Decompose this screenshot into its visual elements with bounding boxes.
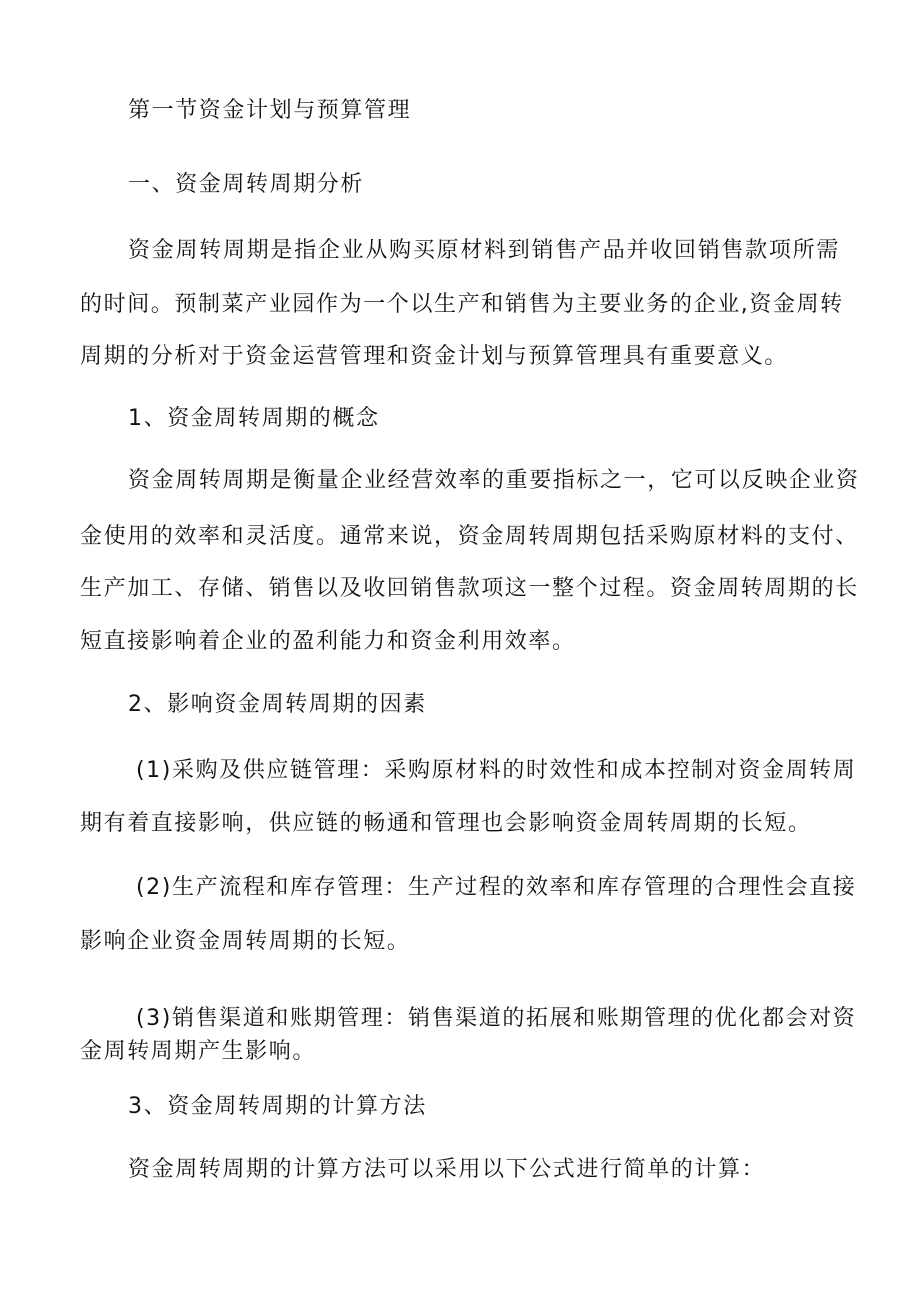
paragraph-line: 的时间。预制菜产业园作为一个以生产和销售为主要业务的企业,资金周转 bbox=[80, 292, 844, 317]
paragraph-line: 短直接影响着企业的盈利能力和资金利用效率。 bbox=[80, 629, 576, 654]
list-item-line: (2)生产流程和库存管理：生产过程的效率和库存管理的合理性会直接 bbox=[136, 875, 857, 900]
paragraph-line: 生产加工、存储、销售以及收回销售款项这一整个过程。资金周转周期的长 bbox=[80, 576, 859, 601]
paragraph-line: 资金周转周期是衡量企业经营效率的重要指标之一，它可以反映企业资 bbox=[128, 468, 860, 493]
list-item-line: (3)销售渠道和账期管理：销售渠道的拓展和账期管理的优化都会对资 bbox=[136, 1006, 857, 1031]
paragraph-line: 资金周转周期是指企业从购买原材料到销售产品并收回销售款项所需 bbox=[128, 238, 840, 263]
subheading-concept: 1、资金周转周期的概念 bbox=[128, 406, 380, 431]
heading-capital-turnover-analysis: 一、资金周转周期分析 bbox=[128, 172, 365, 197]
list-item-line: (1)采购及供应链管理：采购原材料的时效性和成本控制对资金周转周 bbox=[136, 758, 857, 783]
list-item-line: 期有着直接影响，供应链的畅通和管理也会影响资金周转周期的长短。 bbox=[80, 811, 812, 836]
subheading-factors: 2、影响资金周转周期的因素 bbox=[128, 692, 427, 717]
paragraph-line: 资金周转周期的计算方法可以采用以下公式进行简单的计算： bbox=[128, 1157, 766, 1182]
paragraph-line: 周期的分析对于资金运营管理和资金计划与预算管理具有重要意义。 bbox=[80, 344, 789, 369]
section-title: 第一节资金计划与预算管理 bbox=[128, 98, 412, 123]
list-item-line: 影响企业资金周转周期的长短。 bbox=[80, 929, 411, 954]
paragraph-line: 金使用的效率和灵活度。通常来说，资金周转周期包括采购原材料的支付、 bbox=[80, 524, 859, 549]
subheading-calculation-method: 3、资金周转周期的计算方法 bbox=[128, 1094, 427, 1119]
list-item-line: 金周转周期产生影响。 bbox=[80, 1039, 317, 1064]
